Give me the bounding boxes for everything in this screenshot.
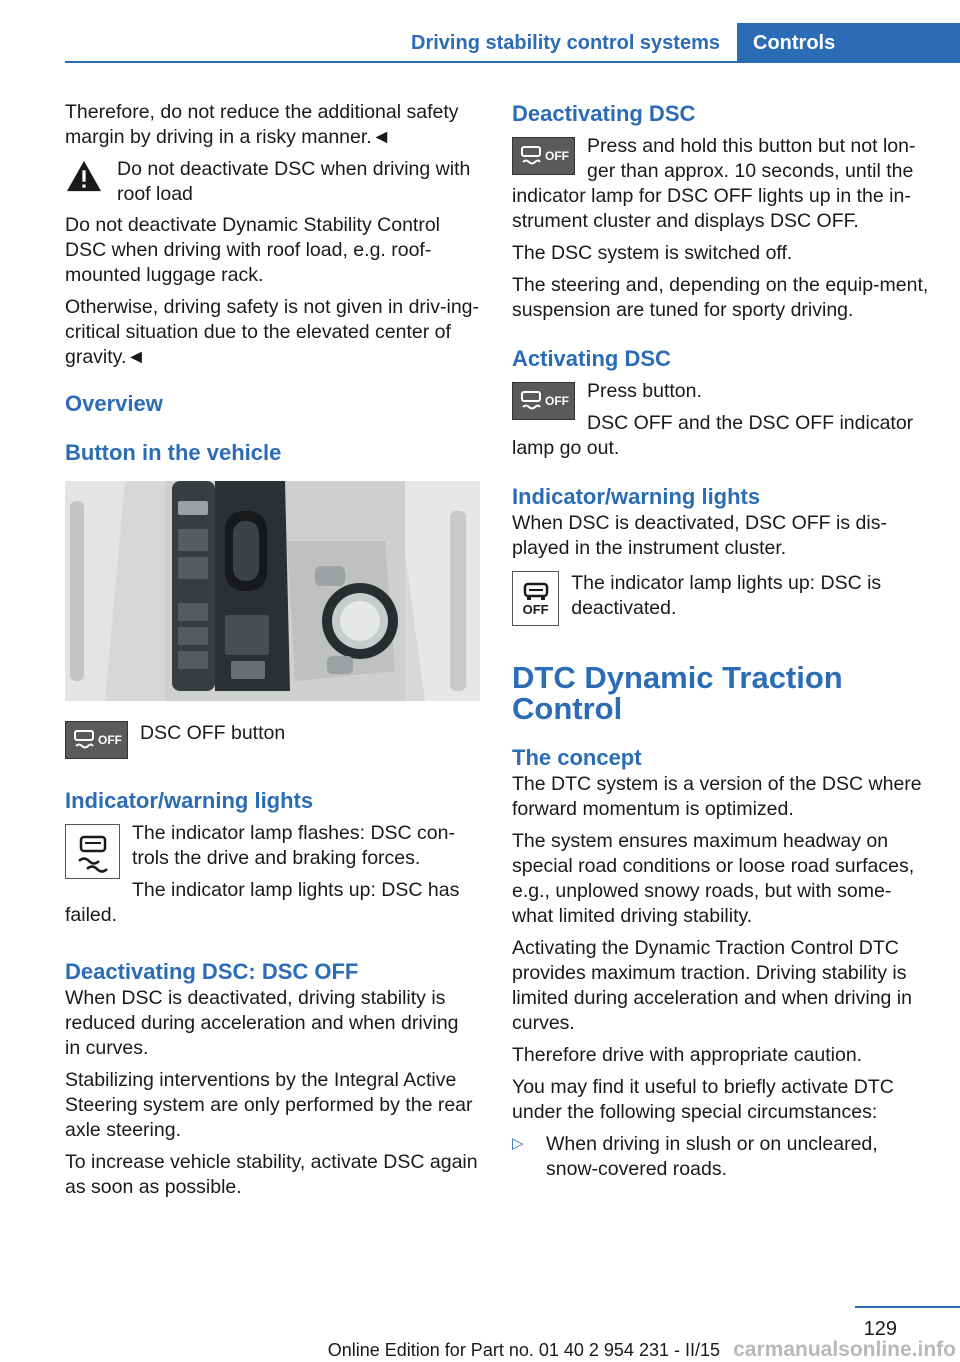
deact-paragraph-2: Stabilizing interventions by the Integral Active Steering system are only performed by the rear axle steering. [65,1069,473,1141]
lamp-off-text: OFF [522,602,549,617]
button-icon-off-text: OFF [98,733,122,747]
console-illustration [65,481,480,701]
activating-dsc-heading: Activating DSC [512,346,671,371]
deact-paragraph-1: When DSC is deactivated, driving stability is reduced during acceleration and when driving in curves. [65,987,459,1059]
vehicle-console-photo [65,481,480,701]
button-in-vehicle-heading: Button in the vehicle [65,440,282,465]
car-lamp-icon [521,581,551,603]
dsc-off-button-caption: DSC OFF button [140,722,286,744]
edition-footer: Online Edition for Part no. 01 40 2 954 231 - II/15 [327,1340,720,1360]
switched-off-text: The DSC system is switched off. [512,242,793,264]
indicator-deactivated-text: When DSC is deactivated, DSC OFF is dis-played in the instrument cluster. [512,512,887,559]
concept-paragraph-3: Activating the Dynamic Traction Control DTC provides maximum traction. Driving stability is limited during acceleration and when driving in curves. [512,937,912,1034]
skid-car-icon [518,388,544,414]
concept-paragraph-5: You may find it useful to briefly activate DTC under the following special circumstances: [512,1076,894,1123]
dsc-off-goes-out-text: DSC OFF and the DSC OFF indicator lamp go out. [512,412,914,459]
bullet-item [512,1132,930,1182]
deactivating-dsc-block [512,134,930,234]
watermark: carmanualsonline.info [733,1338,956,1361]
paragraph-risky-manner: Therefore, do not reduce the additional safety margin by driving in a risky manner.◄ [65,101,459,148]
warning-body: Do not deactivate Dynamic Stability Control DSC when driving with roof load, e.g. roof-mounted luggage rack. [65,214,441,286]
indicator-block-left [65,821,479,928]
dsc-off-button-icon-right [512,137,575,175]
concept-paragraph-1: The DTC system is a version of the DSC where forward momentum is optimized. [512,773,922,820]
skid-car-lamp-icon [73,831,113,873]
dsc-lamp-icon [65,824,120,879]
activating-dsc-block [512,379,930,461]
dsc-off-button-icon [65,721,128,759]
dtc-heading: DTC Dynamic Traction Control [512,660,843,726]
warning-title: Do not deactivate DSC when driving with roof load [117,158,471,205]
indicator-warning-heading-left: Indicator/warning lights [65,788,314,813]
page-number: 129 [863,1318,897,1340]
button-icon-off-text: OFF [545,394,569,408]
header-rule [65,61,960,63]
dsc-off-lamp-icon [512,571,559,626]
indicator-lamp-row [512,571,930,626]
dsc-off-button-icon-right-2 [512,382,575,420]
deactivating-dsc-text: Press and hold this button but not lon-ger than approx. 10 seconds, until the indicator lamp for DSC OFF lights up in the in-strument cluster and displays DSC OFF. [512,135,916,232]
left-column [65,100,479,1207]
deactivating-dsc-off-heading: Deactivating DSC: DSC OFF [65,959,359,984]
running-header-section: Driving stability control systems [411,32,720,54]
steering-text: The steering and, depending on the equip-ment, suspension are tuned for sporty driving. [512,274,929,321]
skid-car-icon [71,727,97,753]
deactivating-dsc-heading: Deactivating DSC [512,101,696,126]
warning-block [65,157,479,207]
deact-paragraph-3: To increase vehicle stability, activate DSC again as soon as possible. [65,1151,478,1198]
concept-paragraph-2: The system ensures maximum headway on special road conditions or loose road surfaces, e.g., unplowed snowy roads, but with some-what limited driving stability. [512,830,915,927]
footer-rule [855,1306,960,1308]
concept-paragraph-4: Therefore drive with appropriate caution. [512,1044,863,1066]
indicator-lamp-deactivated-text: The indicator lamp lights up: DSC is deactivated. [571,572,882,619]
bullet-text: When driving in slush or on uncleared, snow-covered roads. [546,1133,878,1180]
skid-car-icon [518,143,544,169]
button-icon-off-text: OFF [545,149,569,163]
indicator-failed-text: The indicator lamp lights up: DSC has failed. [65,879,460,926]
warning-body-2: Otherwise, driving safety is not given in driv-ing-critical situation due to the elevated center of gravity.◄ [65,296,480,368]
concept-heading: The concept [512,745,642,770]
running-header-chapter-tab: Controls [737,23,960,61]
overview-heading: Overview [65,391,163,416]
indicator-warning-heading-right: Indicator/warning lights [512,484,761,509]
dsc-off-button-row [65,721,479,759]
triangle-bullet-icon: ▷ [512,1135,524,1152]
warning-triangle-icon [65,159,103,193]
right-column [512,100,930,1182]
press-button-text: Press button. [587,380,702,402]
indicator-flash-text: The indicator lamp flashes: DSC con-trols the drive and braking forces. [132,822,455,869]
